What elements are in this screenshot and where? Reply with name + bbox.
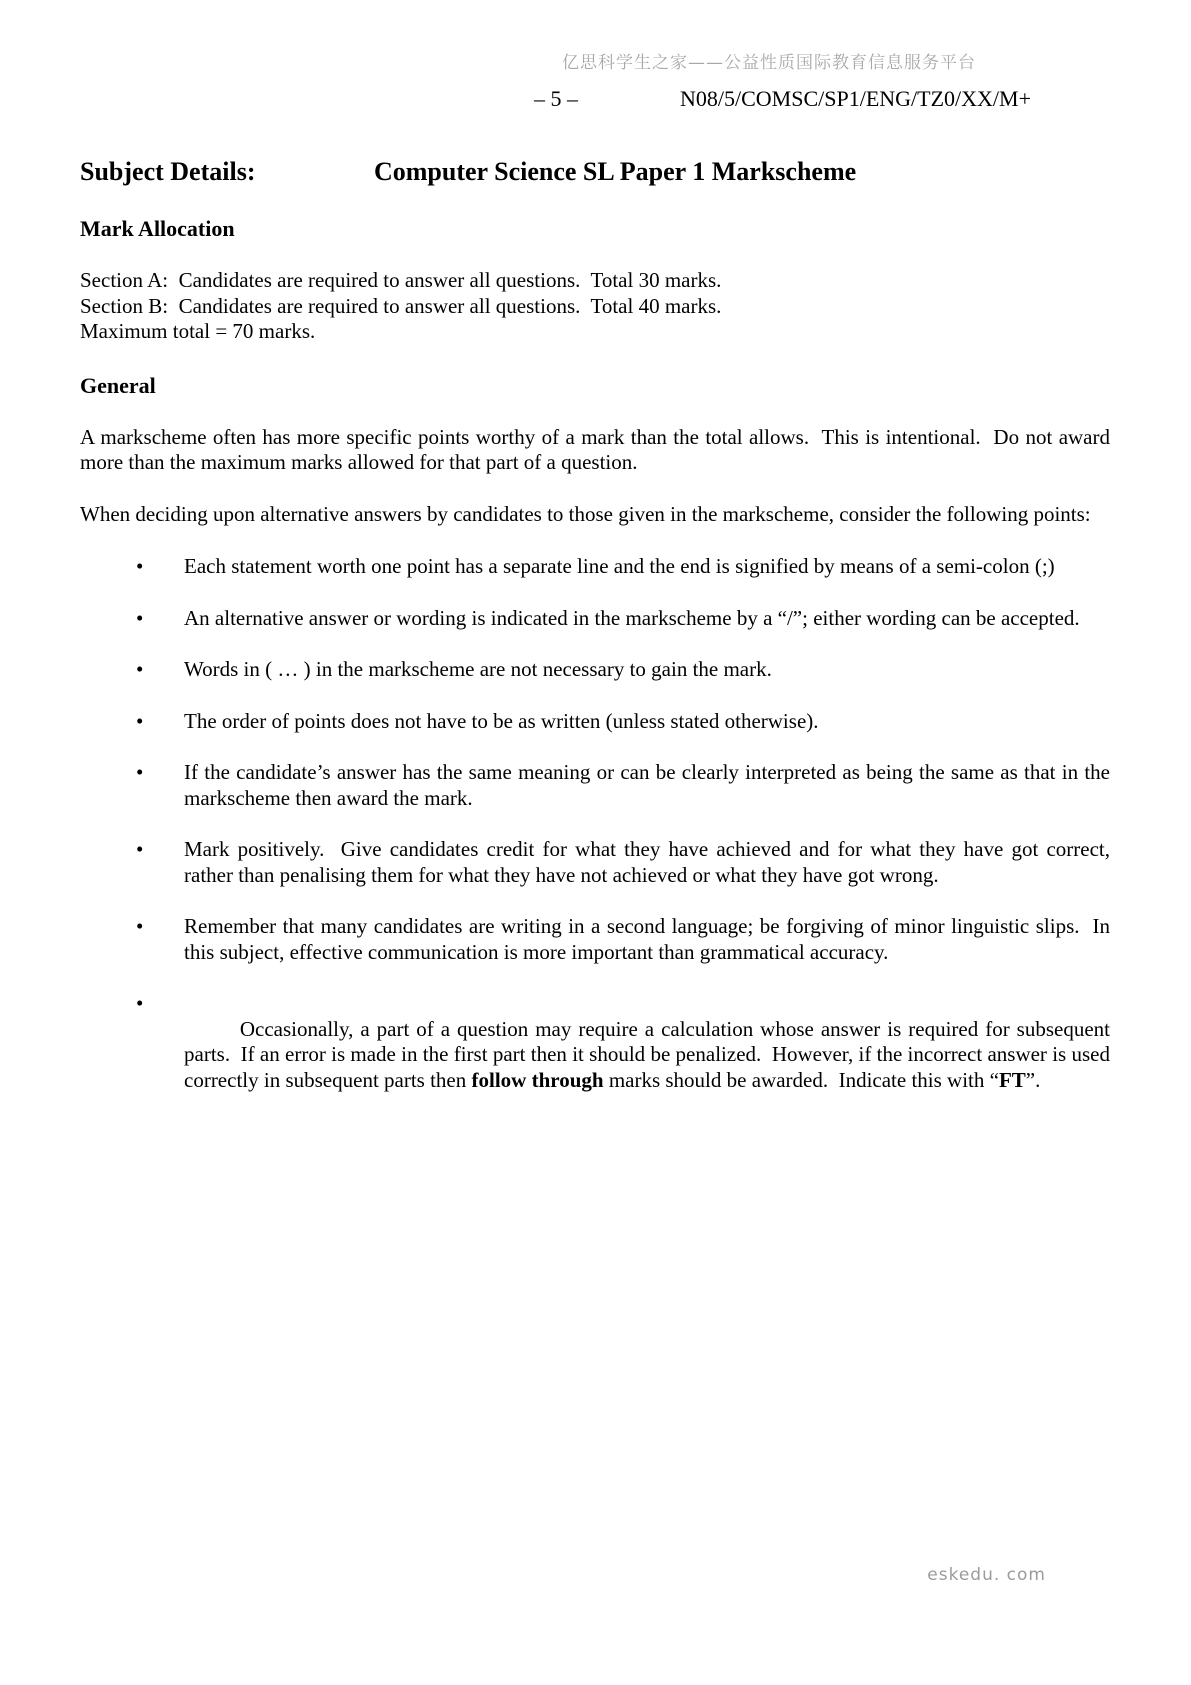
bullet-text: • The order of points does not have to be as written (unless stated otherwise). xyxy=(184,708,819,733)
document-body xyxy=(80,0,1116,1145)
list-item xyxy=(80,606,1110,632)
bullet-text: • Mark positively. Give candidates credit for what they have achieved and for what they have got correct, rather than penalising them for what they have not achieved or what they have got wrong. xyxy=(184,837,1116,887)
section-a-line: Section A: Candidates are required to answer all questions. Total 30 marks. xyxy=(80,268,722,292)
mark-allocation-lines xyxy=(80,268,1110,345)
bullet-text: • An alternative answer or wording is indicated in the markscheme by a “/”; either wording can be accepted. xyxy=(184,605,1080,630)
list-item xyxy=(80,760,1116,811)
list-item xyxy=(80,837,1116,888)
list-item xyxy=(80,991,1116,1119)
bullet-text-part: ”. xyxy=(1025,1067,1041,1092)
bullet-text-part: marks should be awarded. Indicate this with “ xyxy=(603,1067,999,1092)
page-number: – 5 – xyxy=(534,86,578,111)
follow-through-bold: follow through xyxy=(471,1067,604,1092)
bullet-text: • If the candidate’s answer has the same meaning or can be clearly interpreted as being the same as that in the markscheme then award the mark. xyxy=(184,760,1116,810)
bullet-text: • Remember that many candidates are writing in a second language; be forgiving of minor linguistic slips. In this subject, effective communication is more important than grammatical accuracy. xyxy=(184,914,1116,964)
list-item xyxy=(80,657,1110,683)
general-heading: General xyxy=(80,372,156,398)
subject-details-row xyxy=(80,156,1110,188)
bullet-text-follow-through xyxy=(184,991,1116,1119)
list-item xyxy=(80,554,1110,580)
document-title: Computer Science SL Paper 1 Markscheme xyxy=(374,157,857,186)
section-b-line: Section B: Candidates are required to answer all questions. Total 40 marks. xyxy=(80,293,722,318)
bullet-list xyxy=(80,554,1116,1119)
bullet-text: • Words in ( … ) in the markscheme are not necessary to gain the mark. xyxy=(184,657,772,681)
bullet-text: • Each statement worth one point has a separate line and the end is signified by means of a semi-colon (;) xyxy=(184,554,1055,578)
list-item xyxy=(80,914,1116,965)
general-paragraph-2: When deciding upon alternative answers by candidates to those given in the markscheme, consider the following points: xyxy=(80,501,1091,526)
document-code: N08/5/COMSC/SP1/ENG/TZ0/XX/M+ xyxy=(679,86,1031,111)
bullet-text-part: Occasionally, a part of a question may require a calculation whose answer is required for subsequent parts. If an error is made in the first part then it should be penalized. However, if the incorrect answer is used correctly in subsequent parts then xyxy=(184,1016,1116,1092)
general-paragraph-1: A markscheme often has more specific points worthy of a mark than the total allows. This is intentional. Do not award more than the maximum marks allowed for that part of a question. xyxy=(80,424,1116,474)
ft-abbreviation-bold: FT xyxy=(998,1067,1026,1092)
maximum-total-line: Maximum total = 70 marks. xyxy=(80,319,316,343)
mark-allocation-heading: Mark Allocation xyxy=(80,216,235,241)
list-item xyxy=(80,709,1110,735)
subject-details-label: Subject Details: xyxy=(80,157,256,186)
header-watermark-chinese: 亿思科学生之家——公益性质国际教育信息服务平台 xyxy=(562,53,976,73)
footer-watermark: eskedu. com xyxy=(927,1565,1046,1585)
